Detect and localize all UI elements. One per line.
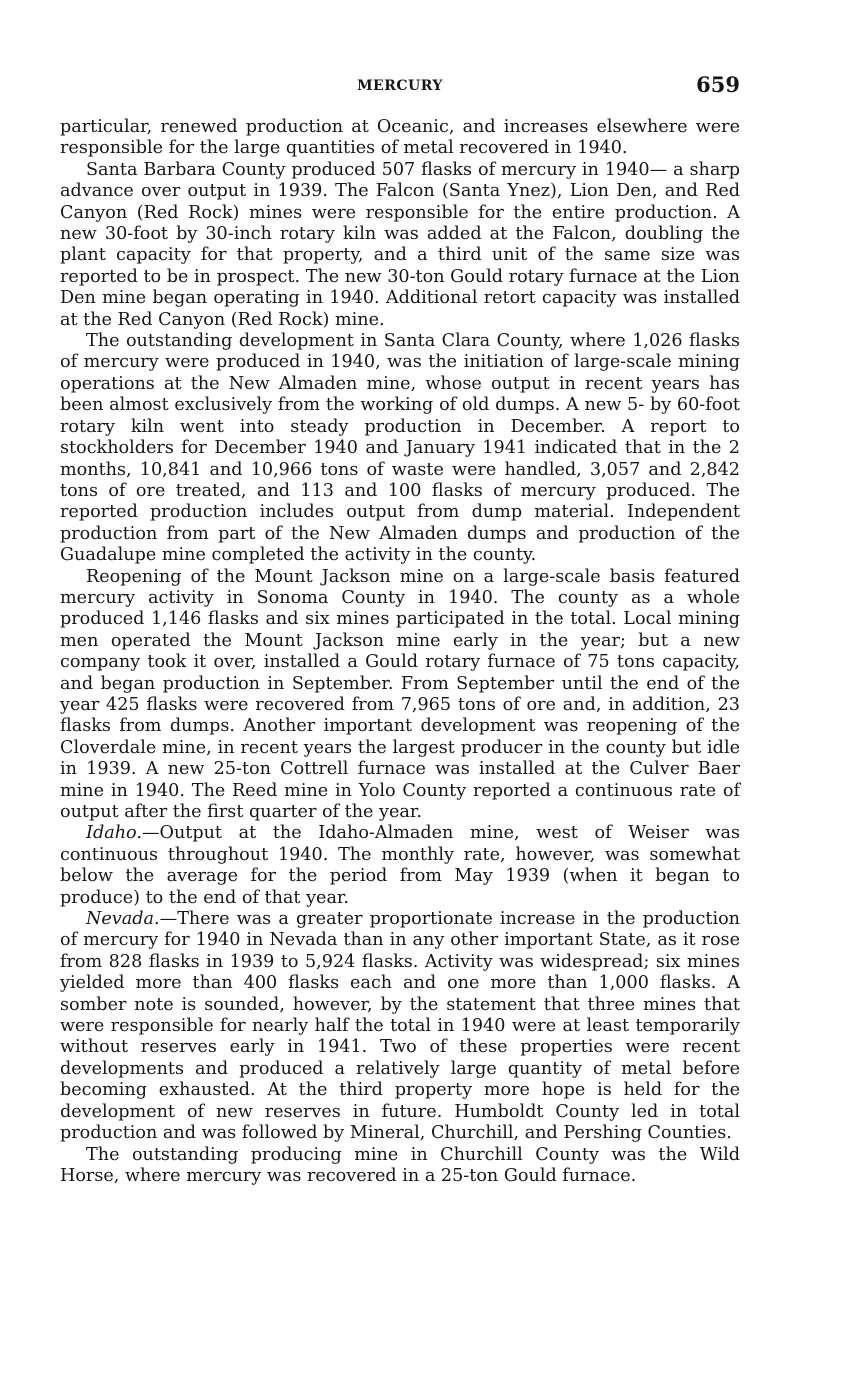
paragraph-continuation: [60, 117, 740, 160]
paragraph-sonoma: [60, 567, 740, 824]
body-text: [60, 117, 740, 1187]
paragraph-text: The outstanding development in Santa Clara County, where 1,026 flasks of mercury were produced in 1940, was the initiation of large-scale mining operations at the New Almaden mine, whose output in recent years has been almost exclusively from the working of old dumps. A new 5- by 60-foot rotary kiln went into steady production in December. A report to stockholders for December 1940 and January 1941 indicated that in the 2 months, 10,841 and 10,966 tons of waste were handled, 3,057 and 2,842 tons of ore treated, and 113 and 100 flasks of mercury produced. The reported production includes output from dump material. Independent production from part of the New Almaden dumps and production of the Guadalupe mine completed the activity in the county.: [60, 331, 740, 566]
section-lead-idaho: Idaho.: [86, 823, 142, 844]
paragraph-churchill: [60, 1145, 740, 1188]
paragraph-idaho: [60, 823, 740, 909]
page-number: 659: [696, 72, 740, 97]
paragraph-text: Reopening of the Mount Jackson mine on a large-scale basis featured mercury activity in Sonoma County in 1940. The county as a whole produced 1,146 flasks and six mines participated in the total. Local mining men operated the Mount Jackson mine early in the year; but a new company took it over, installed a Gould rotary furnace of 75 tons capacity, and began production in September. From September until the end of the year 425 flasks were recovered from 7,965 tons of ore and, in addition, 23 flasks from dumps. Another important development was reopening of the Cloverdale mine, in recent years the largest producer in the county but idle in 1939. A new 25-ton Cottrell furnace was installed at the Culver Baer mine in 1940. The Reed mine in Yolo County reported a continuous rate of output after the first quarter of the year.: [60, 566, 740, 822]
paragraph-nevada: [60, 909, 740, 1144]
paragraph-text: Santa Barbara County produced 507 flasks of mercury in 1940— a sharp advance over output in 1939. The Falcon (Santa Ynez), Lion Den, and Red Canyon (Red Rock) mines were responsible for the entire production. A new 30-foot by 30-inch rotary kiln was added at the Falcon, doubling the plant capacity for that property, and a third unit of the same size was reported to be in prospect. The new 30-ton Gould rotary furnace at the Lion Den mine began operating in 1940. Additional retort capacity was installed at the Red Canyon (Red Rock) mine.: [60, 159, 740, 330]
running-title: MERCURY: [357, 78, 443, 94]
paragraph-text: The outstanding producing mine in Churchill County was the Wild Horse, where mercury was recovered in a 25-ton Gould furnace.: [60, 1144, 740, 1186]
paragraph-santa-barbara: [60, 160, 740, 331]
paragraph-santa-clara: [60, 331, 740, 566]
paragraph-text: —There was a greater proportionate increase in the production of mercury for 1940 in Nevada than in any other important State, as it rose from 828 flasks in 1939 to 5,924 flasks. Activity was widespread; six mines yielded more than 400 flasks each and one more than 1,000 flasks. A somber note is sounded, however, by the statement that three mines that were responsible for nearly half the total in 1940 were at least temporarily without reserves early in 1941. Two of these properties were recent developments and produced a relatively large quantity of metal before becoming exhausted. At the third property more hope is held for the development of new reserves in future. Humboldt County led in total production and was followed by Mineral, Churchill, and Pershing Counties.: [60, 909, 740, 1144]
section-lead-nevada: Nevada.: [86, 909, 160, 930]
running-head: [60, 72, 740, 102]
paragraph-text: —Output at the Idaho-Almaden mine, west of Weiser was continuous throughout 1940. The monthly rate, however, was somewhat below the average for the period from May 1939 (when it began to produce) to the end of that year.: [60, 823, 740, 908]
paragraph-text: particular, renewed production at Oceanic, and increases elsewhere were responsible for the large quantities of metal recovered in 1940.: [60, 117, 740, 159]
